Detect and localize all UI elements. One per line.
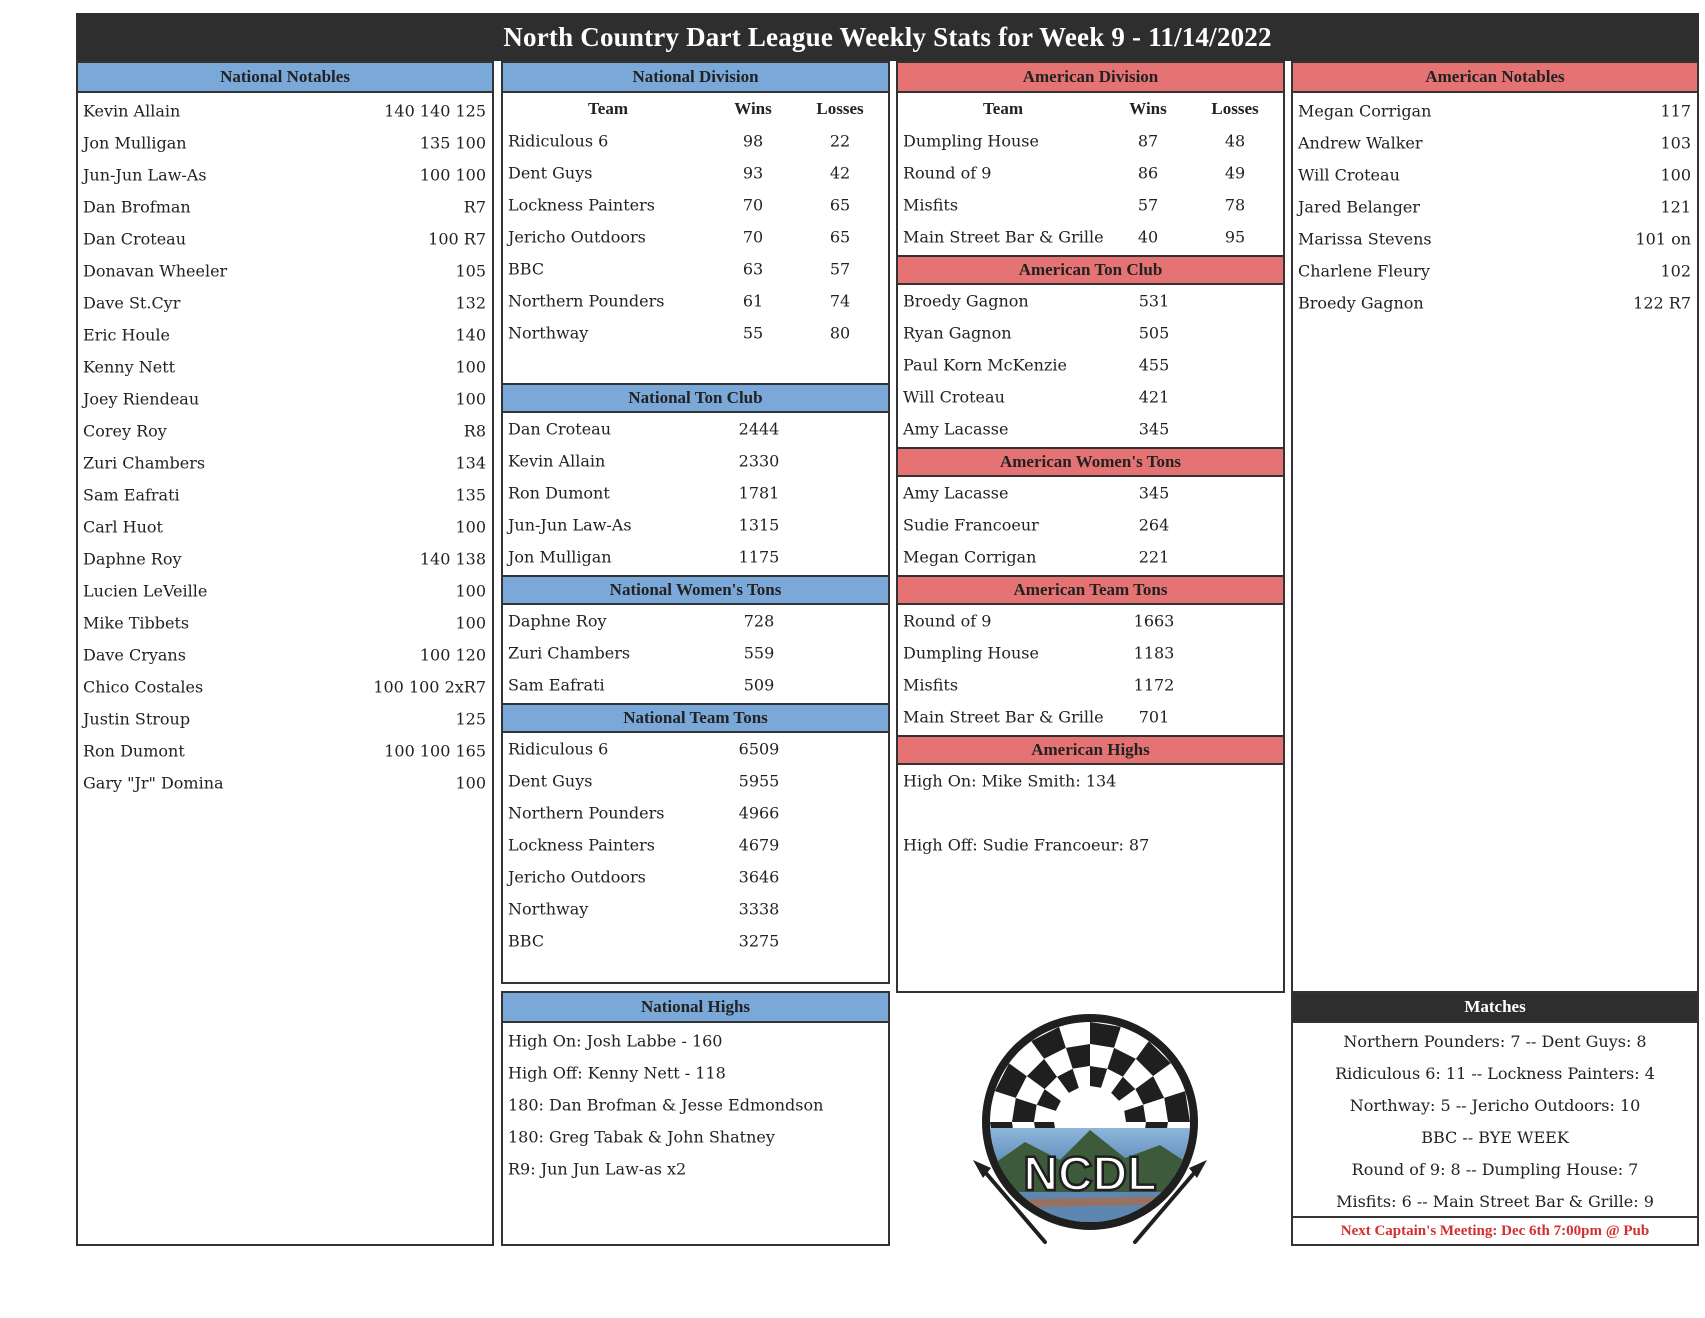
list-item: [503, 637, 888, 669]
team-name: BBC: [508, 259, 545, 279]
list-item: [78, 127, 492, 159]
team-name: Dent Guys: [508, 163, 593, 183]
list-item: [503, 893, 888, 925]
item-name: Joey Riendeau: [83, 389, 200, 409]
item-value: 1663: [1133, 611, 1175, 631]
item-name: Megan Corrigan: [903, 547, 1037, 567]
item-name: Sam Eafrati: [508, 675, 605, 695]
highs-text: R9: Jun Jun Law-as x2: [508, 1159, 687, 1179]
list-item: [503, 797, 888, 829]
team-name: Main Street Bar & Grille: [903, 227, 1104, 247]
list-item: [78, 543, 492, 575]
team-wins: 86: [1137, 163, 1159, 183]
list-item: [1293, 287, 1697, 319]
col-wins: Wins: [1129, 99, 1167, 118]
table-row: [503, 125, 888, 157]
item-value: 140 140 125: [384, 101, 486, 121]
team-losses: 78: [1224, 195, 1246, 215]
list-item: [78, 735, 492, 767]
item-value: 455: [1138, 355, 1170, 375]
highs-line: [503, 1057, 888, 1089]
list-item: [78, 511, 492, 543]
american-womens-tons-header: American Women's Tons: [898, 447, 1283, 477]
list-item: [78, 351, 492, 383]
national-highs-panel: [501, 991, 890, 1246]
item-name: Kevin Allain: [508, 451, 606, 471]
team-losses: 48: [1224, 131, 1246, 151]
item-name: Kenny Nett: [83, 357, 176, 377]
table-row: [898, 221, 1283, 253]
item-name: Will Croteau: [1298, 165, 1400, 185]
item-name: Sudie Francoeur: [903, 515, 1039, 535]
matches-panel: [1291, 991, 1699, 1246]
item-value: 135: [455, 485, 486, 505]
item-name: Ron Dumont: [508, 483, 610, 503]
team-wins: 70: [742, 227, 764, 247]
item-value: 1175: [738, 547, 780, 567]
item-value: 103: [1660, 133, 1691, 153]
item-name: Northern Pounders: [508, 803, 665, 823]
list-item: [503, 509, 888, 541]
list-item: [78, 607, 492, 639]
item-value: 140 138: [419, 549, 486, 569]
item-name: Jericho Outdoors: [508, 867, 646, 887]
list-item: [78, 191, 492, 223]
item-name: Corey Roy: [83, 421, 167, 441]
item-value: 3646: [738, 867, 780, 887]
american-team-tons-header: American Team Tons: [898, 575, 1283, 605]
dartboard-logo-icon: [965, 1010, 1215, 1250]
item-value: 100: [455, 581, 486, 601]
team-losses: 22: [829, 131, 851, 151]
list-item: [503, 541, 888, 573]
team-wins: 40: [1137, 227, 1159, 247]
list-item: [78, 415, 492, 447]
item-value: 2444: [738, 419, 780, 439]
table-row: [503, 157, 888, 189]
list-item: [78, 639, 492, 671]
list-item: [78, 479, 492, 511]
match-result: Northern Pounders: 7 -- Dent Guys: 8: [1343, 1031, 1647, 1051]
american-division-panel: [896, 61, 1285, 993]
item-value: 4679: [738, 835, 780, 855]
team-name: Dumpling House: [903, 131, 1039, 151]
item-name: Dan Croteau: [508, 419, 612, 439]
item-value: 1183: [1133, 643, 1175, 663]
item-name: Ryan Gagnon: [903, 323, 1012, 343]
item-name: Kevin Allain: [83, 101, 181, 121]
next-captains-meeting: Next Captain's Meeting: Dec 6th 7:00pm @ Pub: [1293, 1216, 1697, 1244]
national-highs-header: National Highs: [503, 993, 888, 1023]
match-result: Ridiculous 6: 11 -- Lockness Painters: 4: [1335, 1063, 1655, 1083]
item-value: 264: [1138, 515, 1170, 535]
list-item: [503, 765, 888, 797]
list-item: [1293, 255, 1697, 287]
list-item: [78, 95, 492, 127]
item-value: 3275: [738, 931, 780, 951]
list-item: [898, 669, 1283, 701]
item-name: Round of 9: [903, 611, 992, 631]
item-name: Lockness Painters: [508, 835, 655, 855]
item-name: Marissa Stevens: [1298, 229, 1432, 249]
item-value: R8: [463, 421, 486, 441]
list-item: [78, 255, 492, 287]
list-item: [898, 637, 1283, 669]
highs-line: [503, 1025, 888, 1057]
table-row: [898, 125, 1283, 157]
item-value: 345: [1138, 419, 1170, 439]
item-name: Broedy Gagnon: [1298, 293, 1424, 313]
col-losses: Losses: [1211, 99, 1259, 118]
item-value: 100 100: [419, 165, 486, 185]
item-name: Andrew Walker: [1298, 133, 1423, 153]
col-team: Team: [588, 99, 628, 118]
item-name: Broedy Gagnon: [903, 291, 1029, 311]
item-value: 121: [1660, 197, 1691, 217]
item-name: Justin Stroup: [83, 709, 191, 729]
american-ton-club-header: American Ton Club: [898, 255, 1283, 285]
item-value: 100: [455, 389, 486, 409]
item-value: 100: [455, 517, 486, 537]
item-name: Ron Dumont: [83, 741, 185, 761]
team-losses: 57: [829, 259, 851, 279]
item-value: 100: [1660, 165, 1691, 185]
national-ton-club-header: National Ton Club: [503, 383, 888, 413]
highs-line: [503, 1089, 888, 1121]
item-value: 345: [1138, 483, 1170, 503]
american-high-off: High Off: Sudie Francoeur: 87: [903, 835, 1150, 855]
item-value: 100 100 2xR7: [373, 677, 486, 697]
list-item: [1293, 191, 1697, 223]
list-item: [503, 733, 888, 765]
item-value: 6509: [738, 739, 780, 759]
highs-text: High Off: Kenny Nett - 118: [508, 1063, 726, 1083]
table-row: [503, 221, 888, 253]
item-name: Chico Costales: [83, 677, 204, 697]
team-name: Round of 9: [903, 163, 992, 183]
page-title: North Country Dart League Weekly Stats for Week 9 - 11/14/2022: [76, 13, 1699, 61]
national-notables-panel: [76, 61, 494, 1246]
table-row: [898, 189, 1283, 221]
item-value: 421: [1138, 387, 1170, 407]
item-value: 728: [743, 611, 775, 631]
table-row: [503, 317, 888, 349]
team-losses: 80: [829, 323, 851, 343]
list-item: [503, 605, 888, 637]
list-item: [1293, 127, 1697, 159]
team-name: Ridiculous 6: [508, 131, 609, 151]
item-value: 100 100 165: [384, 741, 486, 761]
team-wins: 63: [742, 259, 764, 279]
item-name: Donavan Wheeler: [83, 261, 228, 281]
list-item: [898, 285, 1283, 317]
list-item: [78, 159, 492, 191]
item-name: Lucien LeVeille: [83, 581, 208, 601]
american-highs-header: American Highs: [898, 735, 1283, 765]
item-name: Jared Belanger: [1298, 197, 1420, 217]
item-name: Ridiculous 6: [508, 739, 609, 759]
match-result: Round of 9: 8 -- Dumpling House: 7: [1351, 1159, 1639, 1179]
list-item: [503, 477, 888, 509]
list-item: [78, 383, 492, 415]
list-item: [1293, 159, 1697, 191]
match-result: BBC -- BYE WEEK: [1421, 1127, 1569, 1147]
team-losses: 42: [829, 163, 851, 183]
item-value: 117: [1660, 101, 1691, 121]
highs-text: 180: Greg Tabak & John Shatney: [508, 1127, 775, 1147]
item-name: BBC: [508, 931, 545, 951]
item-name: Paul Korn McKenzie: [903, 355, 1067, 375]
item-value: 125: [455, 709, 486, 729]
item-name: Daphne Roy: [83, 549, 182, 569]
list-item: [503, 925, 888, 957]
list-item: [78, 447, 492, 479]
team-wins: 61: [742, 291, 764, 311]
list-item: [78, 575, 492, 607]
highs-text: 180: Dan Brofman & Jesse Edmondson: [508, 1095, 824, 1115]
col-team: Team: [983, 99, 1023, 118]
list-item: [503, 413, 888, 445]
item-name: Dumpling House: [903, 643, 1039, 663]
list-item: [898, 381, 1283, 413]
item-value: 509: [743, 675, 775, 695]
list-item: [78, 767, 492, 799]
team-wins: 70: [742, 195, 764, 215]
team-name: Northway: [508, 323, 589, 343]
item-value: 100: [455, 773, 486, 793]
item-value: 132: [455, 293, 486, 313]
item-value: 134: [455, 453, 486, 473]
item-value: R7: [463, 197, 486, 217]
team-losses: 74: [829, 291, 851, 311]
item-name: Jon Mulligan: [83, 133, 187, 153]
table-row: [503, 253, 888, 285]
list-item: [503, 669, 888, 701]
list-item: [78, 671, 492, 703]
list-item: [898, 413, 1283, 445]
item-value: 140: [455, 325, 486, 345]
list-item: [898, 701, 1283, 733]
item-name: Zuri Chambers: [508, 643, 631, 663]
logo-text: NCDL: [1023, 1148, 1157, 1201]
match-result: Misfits: 6 -- Main Street Bar & Grille: 9: [1336, 1191, 1654, 1211]
team-losses: 65: [829, 195, 851, 215]
item-name: Misfits: [903, 675, 959, 695]
list-item: [898, 509, 1283, 541]
list-item: [78, 319, 492, 351]
item-name: Mike Tibbets: [83, 613, 190, 633]
item-name: Dave Cryans: [83, 645, 186, 665]
table-row: [503, 189, 888, 221]
national-notables-header: National Notables: [78, 63, 492, 93]
item-value: 1172: [1133, 675, 1175, 695]
item-value: 1781: [738, 483, 780, 503]
table-row: [898, 157, 1283, 189]
item-name: Amy Lacasse: [903, 483, 1009, 503]
item-name: Megan Corrigan: [1298, 101, 1432, 121]
item-name: Dan Brofman: [83, 197, 191, 217]
item-value: 221: [1138, 547, 1170, 567]
team-losses: 49: [1224, 163, 1246, 183]
item-value: 100: [455, 613, 486, 633]
list-item: [898, 349, 1283, 381]
team-wins: 57: [1137, 195, 1159, 215]
item-name: Zuri Chambers: [83, 453, 206, 473]
list-item: [898, 605, 1283, 637]
national-womens-tons-header: National Women's Tons: [503, 575, 888, 605]
list-item: [78, 223, 492, 255]
list-item: [503, 445, 888, 477]
team-wins: 98: [742, 131, 764, 151]
item-value: 701: [1138, 707, 1170, 727]
list-item: [898, 477, 1283, 509]
highs-line: [503, 1153, 888, 1185]
item-name: Charlene Fleury: [1298, 261, 1430, 281]
list-item: [78, 703, 492, 735]
item-name: Jun-Jun Law-As: [83, 165, 207, 185]
item-value: 3338: [738, 899, 780, 919]
american-division-header: American Division: [898, 63, 1283, 93]
item-name: Amy Lacasse: [903, 419, 1009, 439]
item-value: 2330: [738, 451, 780, 471]
item-name: Dent Guys: [508, 771, 593, 791]
highs-text: High On: Josh Labbe - 160: [508, 1031, 723, 1051]
item-name: Carl Huot: [83, 517, 163, 537]
item-value: 102: [1660, 261, 1691, 281]
national-team-tons-header: National Team Tons: [503, 703, 888, 733]
item-name: Daphne Roy: [508, 611, 607, 631]
american-notables-header: American Notables: [1293, 63, 1697, 93]
matches-header: Matches: [1293, 993, 1697, 1023]
highs-line: [503, 1121, 888, 1153]
item-name: Eric Houle: [83, 325, 170, 345]
item-value: 105: [455, 261, 486, 281]
american-notables-panel: [1291, 61, 1699, 993]
list-item: [1293, 95, 1697, 127]
team-name: Misfits: [903, 195, 959, 215]
team-losses: 65: [829, 227, 851, 247]
item-name: Dave St.Cyr: [83, 293, 181, 313]
item-value: 4966: [738, 803, 780, 823]
national-division-panel: [501, 61, 890, 984]
team-name: Northern Pounders: [508, 291, 665, 311]
list-item: [898, 317, 1283, 349]
item-value: 559: [743, 643, 775, 663]
item-name: Sam Eafrati: [83, 485, 180, 505]
list-item: [78, 287, 492, 319]
item-name: Gary "Jr" Domina: [83, 773, 224, 793]
team-name: Lockness Painters: [508, 195, 655, 215]
list-item: [503, 861, 888, 893]
match-result: Northway: 5 -- Jericho Outdoors: 10: [1349, 1095, 1641, 1115]
item-value: 531: [1138, 291, 1170, 311]
item-value: 100 R7: [428, 229, 486, 249]
list-item: [898, 541, 1283, 573]
american-division-col-headers: [898, 93, 1283, 125]
national-division-header: National Division: [503, 63, 888, 93]
item-value: 100: [455, 357, 486, 377]
team-wins: 93: [742, 163, 764, 183]
col-wins: Wins: [734, 99, 772, 118]
item-value: 122 R7: [1633, 293, 1691, 313]
item-value: 135 100: [419, 133, 486, 153]
american-high-on: High On: Mike Smith: 134: [903, 771, 1117, 791]
team-wins: 87: [1137, 131, 1159, 151]
team-name: Jericho Outdoors: [508, 227, 646, 247]
item-value: 101 on: [1635, 229, 1691, 249]
team-losses: 95: [1224, 227, 1246, 247]
item-name: Dan Croteau: [83, 229, 187, 249]
item-value: 505: [1138, 323, 1170, 343]
item-name: Northway: [508, 899, 589, 919]
item-value: 100 120: [419, 645, 486, 665]
item-name: Jun-Jun Law-As: [508, 515, 632, 535]
item-name: Will Croteau: [903, 387, 1005, 407]
list-item: [503, 829, 888, 861]
item-name: Jon Mulligan: [508, 547, 612, 567]
item-value: 1315: [738, 515, 780, 535]
list-item: [1293, 223, 1697, 255]
ncdl-logo: [965, 1010, 1215, 1250]
item-name: Main Street Bar & Grille: [903, 707, 1104, 727]
national-division-col-headers: [503, 93, 888, 125]
item-value: 5955: [738, 771, 780, 791]
col-losses: Losses: [816, 99, 864, 118]
team-wins: 55: [742, 323, 764, 343]
table-row: [503, 285, 888, 317]
